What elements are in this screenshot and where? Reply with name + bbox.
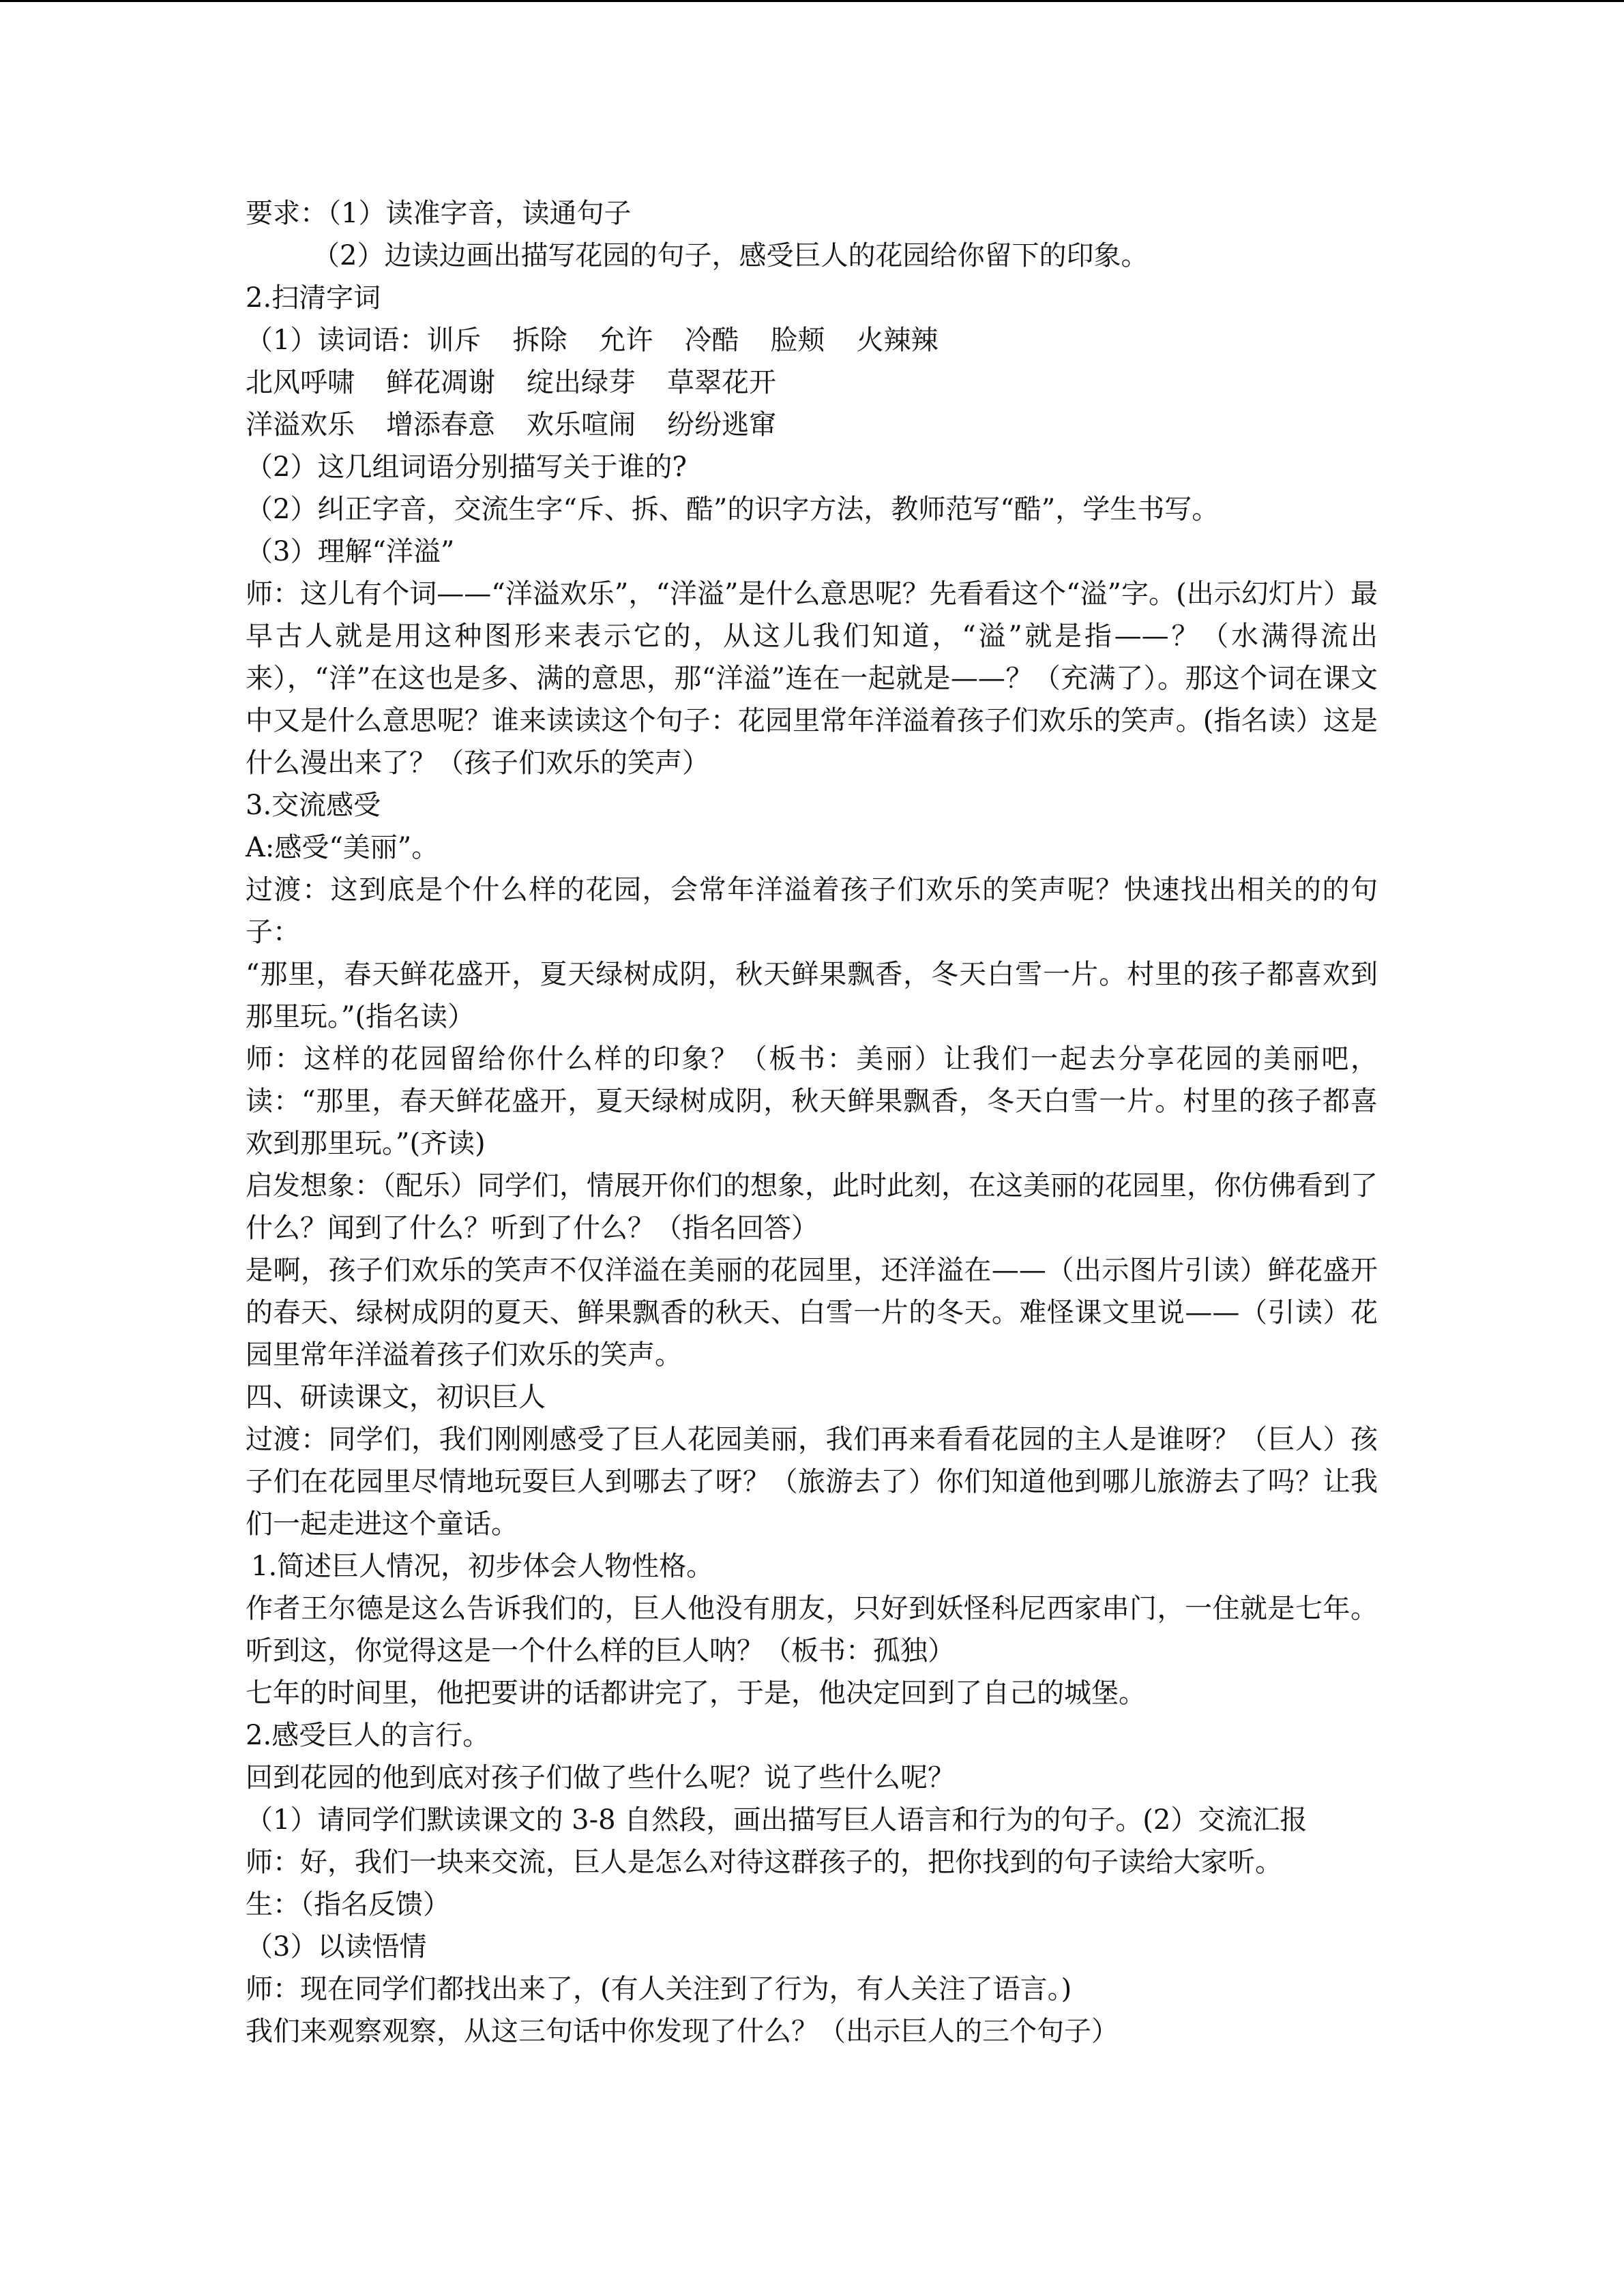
vocabulary-word: 冷酷 [684, 325, 739, 356]
subheading-beauty: A:感受“美丽”。 [246, 832, 439, 863]
vocabulary-word: 火辣辣 [856, 325, 939, 356]
section-heading-four: 四、研读课文，初识巨人 [246, 1382, 546, 1413]
subheading-read-feel: （3）以读悟情 [246, 1931, 427, 1963]
document-body [246, 192, 1378, 2053]
paragraph-quote-garden: “那里，春天鲜花盛开，夏天绿树成阴，秋天鲜果飘香，冬天白雪一片。村里的孩子都喜欢到那里玩。”(指名读） [246, 959, 1378, 1032]
vocabulary-word: 拆除 [512, 325, 567, 356]
instruction-line: （2）纠正字音，交流生字“斥、拆、酷”的识字方法，教师范写“酷”，学生书写。 [246, 494, 1220, 525]
vocabulary-row-1 [246, 319, 1378, 361]
requirement-line-2: （2）边读边画出描写花园的句子，感受巨人的花园给你留下的印象。 [312, 240, 1149, 271]
subheading-understand: （3）理解“洋溢” [246, 536, 455, 567]
paragraph-yangyi-explanation: 师：这儿有个词——“洋溢欢乐”，“洋溢”是什么意思呢？先看看这个“溢”字。(出示幻灯片）最早古人就是用这种图形来表示它的，从这儿我们知道，“溢”就是指——？（水满得流出来），“洋”在这也是多、满的意思，那“洋溢”连在一起就是——？（充满了）。那这个词在课文中又是什么意思呢？谁来读读这个句子：花园里常年洋溢着孩子们欢乐的笑声。(指名读）这是什么漫出来了？（孩子们欢乐的笑声） [246, 578, 1378, 779]
line-teacher-share: 师：好，我们一块来交流，巨人是怎么对待这群孩子的，把你找到的句子读给大家听。 [246, 1847, 1282, 1878]
paragraph-laughter: 是啊，孩子们欢乐的笑声不仅洋溢在美丽的花园里，还洋溢在——（出示图片引读）鲜花盛开的春天、绿树成阴的夏天、鲜果飘香的秋天、白雪一片的冬天。难怪课文里说——（引读）花园里常年洋溢着孩子们欢乐的笑声。 [246, 1255, 1378, 1371]
vocabulary-word: 增添春意 [386, 409, 495, 441]
vocabulary-word: 绽出绿芽 [527, 367, 636, 398]
vocabulary-word: 训斥 [426, 325, 482, 356]
vocabulary-word: 允许 [598, 325, 653, 356]
vocabulary-word: 纷纷逃窜 [667, 409, 776, 441]
section-heading-vocabulary: 2.扫清字词 [246, 282, 381, 314]
subheading-giant-actions: 2.感受巨人的言行。 [246, 1720, 490, 1751]
requirement-line-1: 要求：（1）读准字音，读通句子 [246, 198, 632, 229]
vocabulary-word: 洋溢欢乐 [246, 409, 355, 441]
paragraph-imagination: 启发想象：（配乐）同学们，情展开你们的想象，此时此刻，在这美丽的花园里，你仿佛看到了什么？闻到了什么？听到了什么？（指名回答） [246, 1170, 1378, 1244]
line-seven-years: 七年的时间里，他把要讲的话都讲完了，于是，他决定回到了自己的城堡。 [246, 1678, 1146, 1709]
section-heading-feelings: 3.交流感受 [246, 790, 381, 821]
page-top-border [0, 0, 1624, 2]
vocabulary-word: 北风呼啸 [246, 367, 355, 398]
vocabulary-word: 草翠花开 [667, 367, 776, 398]
paragraph-transition-1: 过渡：这到底是个什么样的花园，会常年洋溢着孩子们欢乐的笑声呢？快速找出相关的的句子： [246, 874, 1378, 948]
question-line: （2）这几组词语分别描写关于谁的? [246, 451, 687, 483]
line-back-to-garden: 回到花园的他到底对孩子们做了些什么呢？说了些什么呢？ [246, 1762, 955, 1793]
subheading-giant-intro: 1.简述巨人情况，初步体会人物性格。 [251, 1551, 714, 1582]
paragraph-author: 作者王尔德是这么告诉我们的，巨人他没有朋友，只好到妖怪科尼西家串门，一住就是七年。听到这，你觉得这是一个什么样的巨人呐？（板书：孤独） [246, 1593, 1378, 1667]
paragraph-teacher-impression: 师：这样的花园留给你什么样的印象？（板书：美丽）让我们一起去分享花园的美丽吧，读：“那里，春天鲜花盛开，夏天绿树成阴，秋天鲜果飘香，冬天白雪一片。村里的孩子都喜欢到那里玩。”(齐读) [246, 1043, 1378, 1159]
vocabulary-lead: （1）读词语： [246, 325, 427, 356]
vocabulary-word: 鲜花凋谢 [386, 367, 495, 398]
line-teacher-found: 师：现在同学们都找出来了，(有人关注到了行为，有人关注了语言。) [246, 1973, 1072, 2005]
line-observe: 我们来观察观察，从这三句话中你发现了什么？（出示巨人的三个句子） [246, 2016, 1119, 2047]
paragraph-transition-2: 过渡：同学们，我们刚刚感受了巨人花园美丽，我们再来看看花园的主人是谁呀？（巨人）孩子们在花园里尽情地玩耍巨人到哪去了呀？（旅游去了）你们知道他到哪儿旅游去了吗？让我们一起走进这个童话。 [246, 1424, 1378, 1540]
vocabulary-word: 欢乐喧闹 [527, 409, 636, 441]
vocabulary-row-2 [246, 361, 1378, 404]
vocabulary-row-3 [246, 404, 1378, 446]
line-student-feedback: 生：（指名反馈） [246, 1889, 450, 1920]
vocabulary-word: 脸颊 [770, 325, 825, 356]
line-silent-reading: （1）请同学们默读课文的 3-8 自然段，画出描写巨人语言和行为的句子。(2）交流汇报 [246, 1804, 1308, 1836]
